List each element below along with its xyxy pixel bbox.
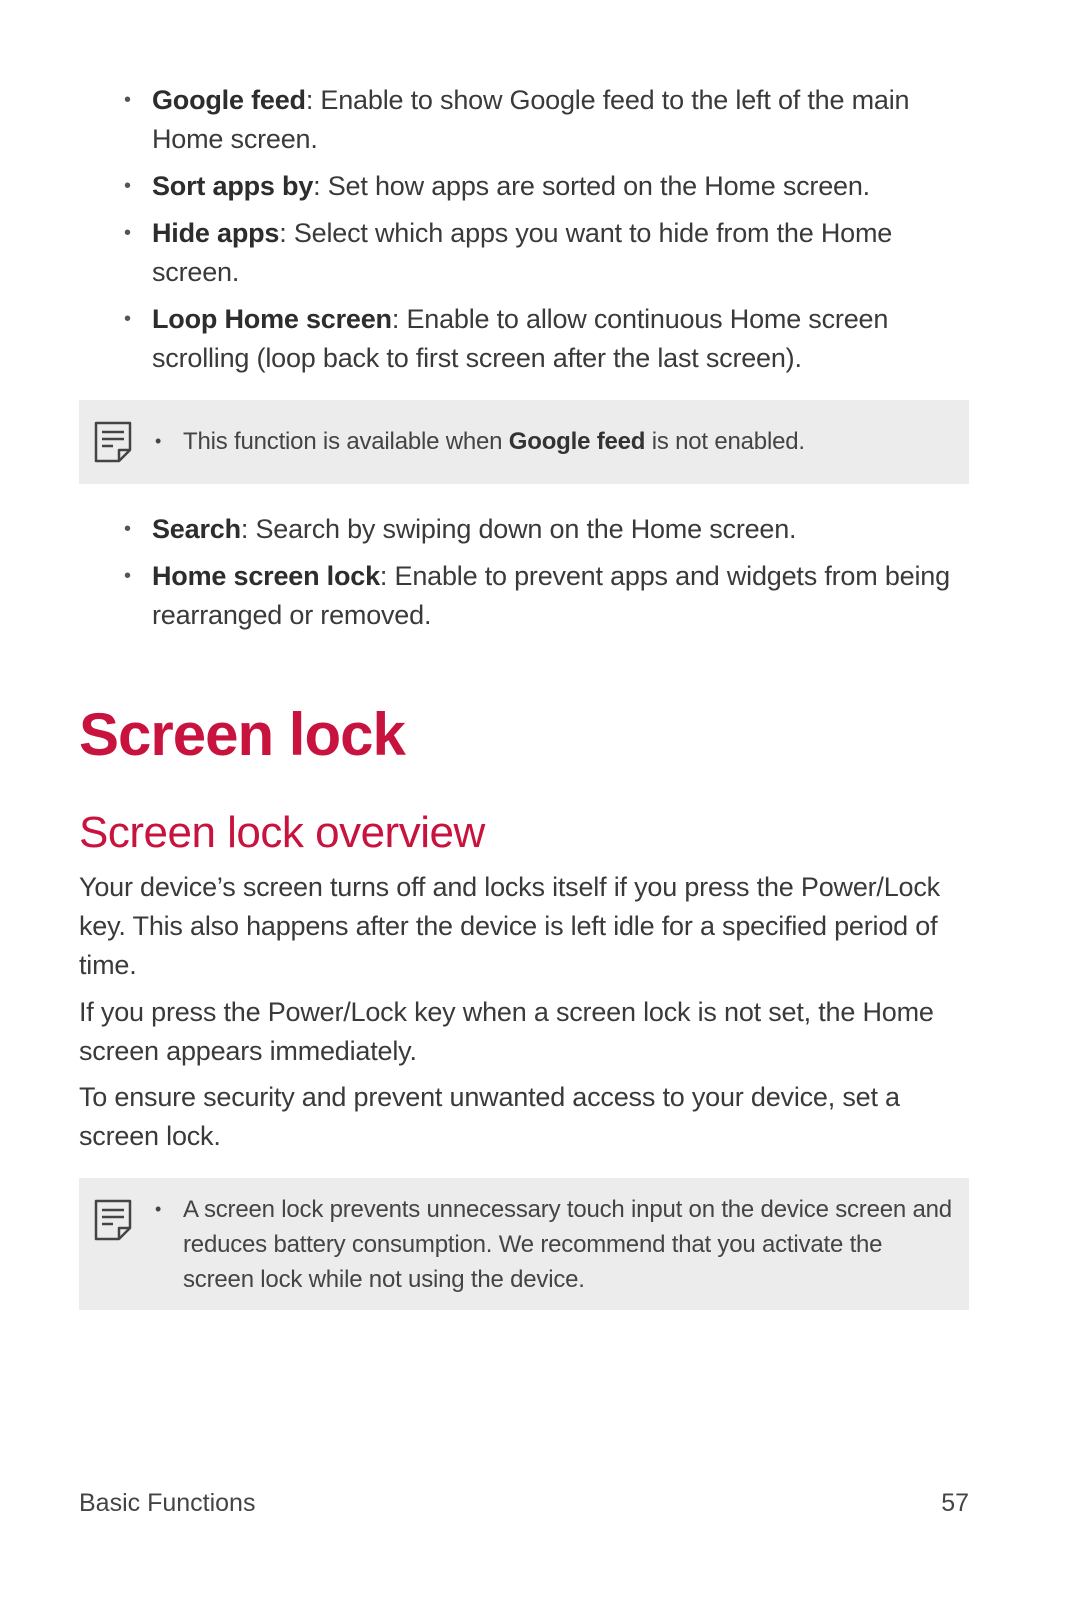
settings-list-bottom	[79, 510, 969, 643]
note-bold-term: Google feed	[508, 428, 646, 455]
item-desc: : Search by swiping down on the Home screen.	[240, 514, 797, 544]
item-desc: : Select which apps you want to hide from the Home screen.	[152, 218, 893, 287]
note-text: • This function is available when Google feed is not enabled.	[155, 428, 805, 455]
settings-list-top	[79, 81, 969, 386]
footer-section-title: Basic Functions	[79, 1489, 256, 1517]
item-desc: : Enable to allow continuous Home screen scrolling (loop back to first screen after the last screen).	[152, 304, 889, 373]
list-item: • Hide apps: Select which apps you want to hide from the Home screen.	[124, 218, 893, 287]
note-text: • A screen lock prevents unnecessary touch input on the device screen and reduces battery consumption. We recommend that you activate the screen lock while not using the device.	[155, 1196, 952, 1293]
paragraph: To ensure security and prevent unwanted access to your device, set a screen lock.	[79, 1082, 900, 1151]
list-item: • Loop Home screen: Enable to allow continuous Home screen scrolling (loop back to first screen after the last screen).	[124, 304, 889, 373]
item-desc: : Set how apps are sorted on the Home screen.	[313, 171, 870, 201]
list-item: • Search: Search by swiping down on the Home screen.	[124, 514, 797, 544]
note-box	[79, 400, 969, 484]
subsection-heading: Screen lock overview	[79, 808, 485, 857]
list-item: • Google feed: Enable to show Google feed to the left of the main Home screen.	[124, 85, 910, 154]
note-icon	[93, 1198, 133, 1242]
item-term: Google feed	[152, 85, 306, 115]
note-icon	[93, 420, 133, 464]
list-item: • Sort apps by: Set how apps are sorted on the Home screen.	[124, 171, 870, 201]
item-term: Hide apps	[152, 218, 280, 248]
item-term: Loop Home screen	[152, 304, 392, 334]
section-heading: Screen lock	[79, 701, 405, 768]
note-box	[79, 1178, 969, 1310]
item-term: Home screen lock	[152, 561, 380, 591]
paragraph: Your device’s screen turns off and locks itself if you press the Power/Lock key. This also happens after the device is left idle for a specified period of time.	[79, 872, 940, 980]
item-term: Search	[152, 514, 241, 544]
item-term: Sort apps by	[152, 171, 314, 201]
item-desc: : Enable to show Google feed to the left of the main Home screen.	[152, 85, 910, 154]
item-desc: : Enable to prevent apps and widgets from being rearranged or removed.	[152, 561, 950, 630]
list-item: • Home screen lock: Enable to prevent apps and widgets from being rearranged or removed.	[124, 561, 950, 630]
paragraph: If you press the Power/Lock key when a screen lock is not set, the Home screen appears immediately.	[79, 997, 934, 1066]
page	[79, 0, 969, 1600]
page-number: 57	[941, 1489, 969, 1517]
